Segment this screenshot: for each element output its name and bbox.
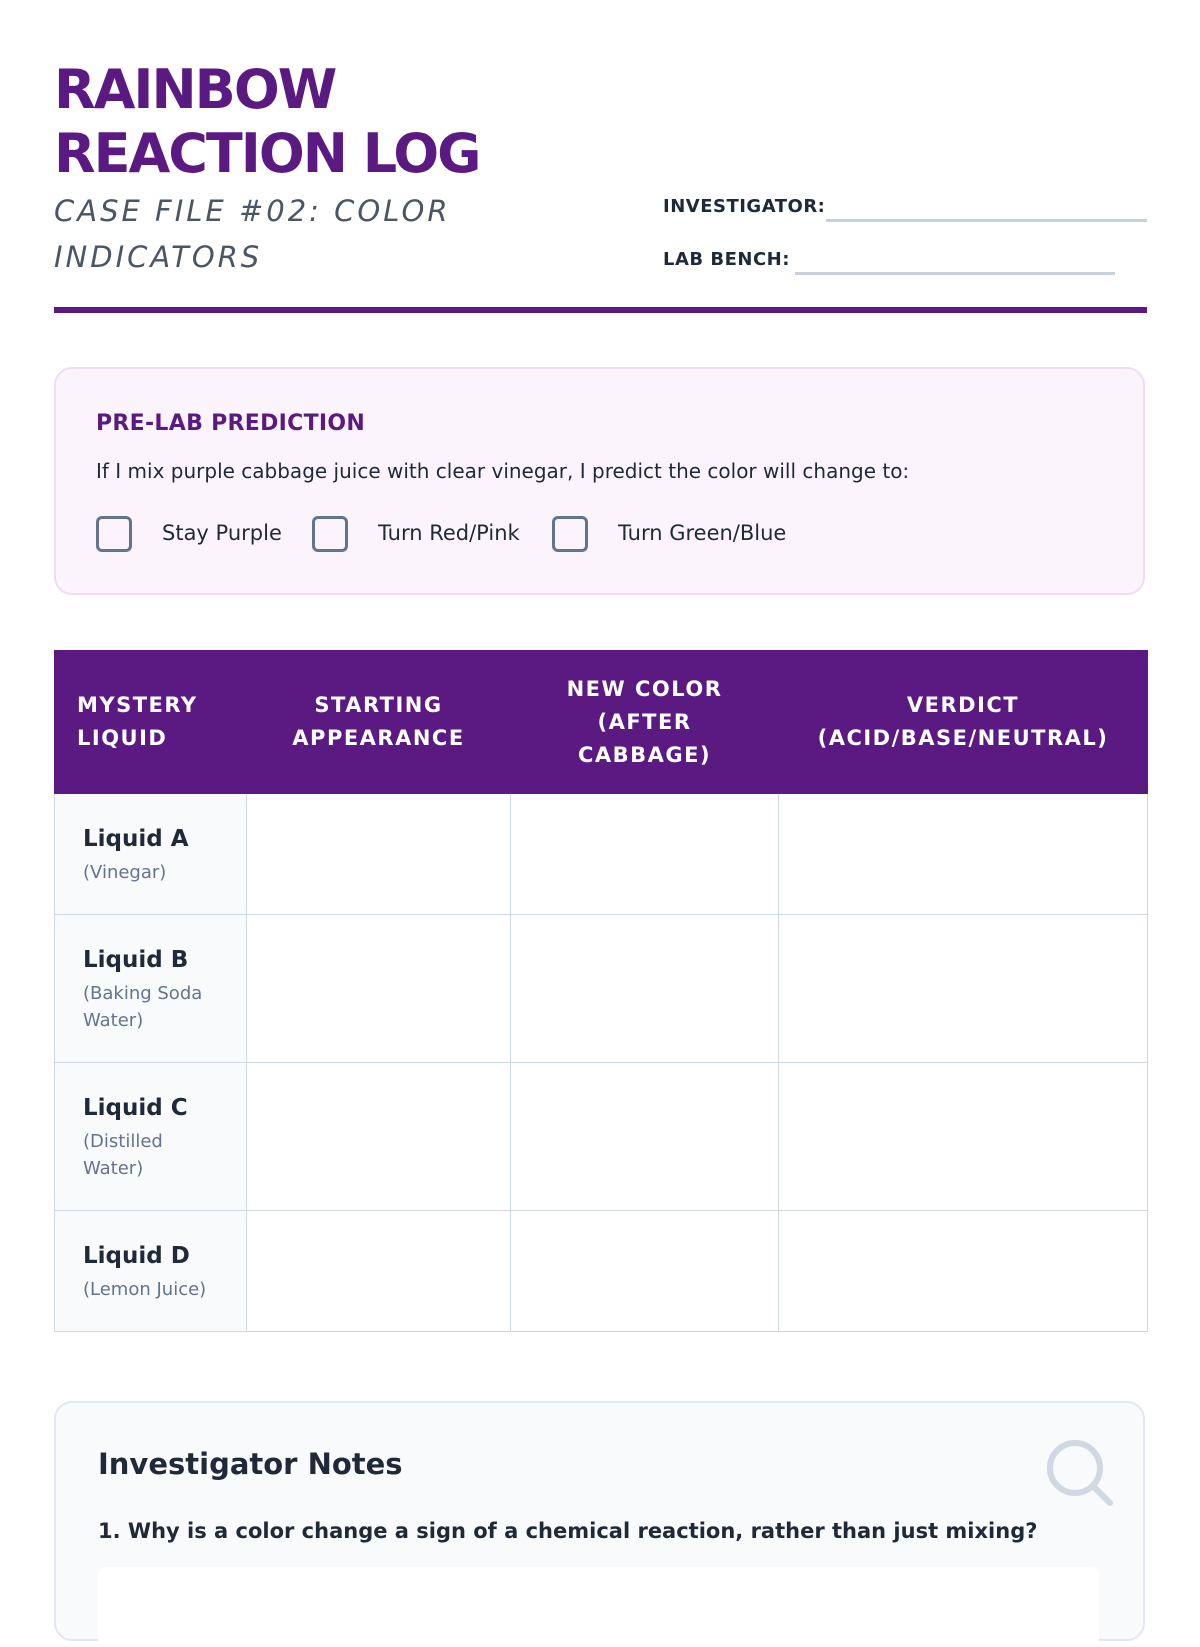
verdict-cell[interactable]	[779, 915, 1148, 1063]
table-row	[55, 1211, 1148, 1332]
header-divider	[54, 307, 1147, 313]
liquid-cell	[55, 915, 247, 1063]
page-title: RAINBOW REACTION LOG	[54, 58, 480, 185]
liquid-name: Liquid C	[83, 1094, 188, 1121]
prediction-options	[96, 515, 996, 557]
prediction-question: If I mix purple cabbage juice with clear vinegar, I predict the color will change to:	[96, 459, 910, 483]
header-starting-appearance: STARTING APPEARANCE	[247, 651, 511, 794]
liquid-description: (Distilled Water)	[83, 1130, 163, 1179]
starting-appearance-cell[interactable]	[247, 915, 511, 1063]
checkbox-turn-red-pink[interactable]	[312, 516, 348, 552]
prediction-heading: PRE-LAB PREDICTION	[96, 411, 366, 436]
header-verdict: VERDICT (ACID/BASE/NEUTRAL)	[779, 651, 1148, 794]
option-label: Stay Purple	[162, 521, 282, 545]
checkbox-stay-purple[interactable]	[96, 516, 132, 552]
new-color-cell[interactable]	[511, 794, 779, 915]
table-row	[55, 1063, 1148, 1211]
verdict-cell[interactable]	[779, 794, 1148, 915]
table-row	[55, 794, 1148, 915]
liquid-name: Liquid D	[83, 1242, 190, 1269]
table-row	[55, 915, 1148, 1063]
starting-appearance-cell[interactable]	[247, 1211, 511, 1332]
worksheet-page	[54, 0, 1147, 1600]
liquid-description: (Vinegar)	[83, 861, 167, 883]
liquid-description: (Baking Soda Water)	[83, 982, 203, 1031]
investigator-label: INVESTIGATOR:	[663, 196, 826, 217]
notes-title: Investigator Notes	[98, 1447, 403, 1481]
page-subtitle: CASE FILE #02: COLOR INDICATORS	[54, 194, 451, 274]
table-header-row	[55, 651, 1148, 794]
header-mystery-liquid: MYSTERY LIQUID	[55, 651, 247, 794]
liquid-cell	[55, 1063, 247, 1211]
pre-lab-prediction-box	[54, 367, 1145, 595]
checkbox-turn-green-blue[interactable]	[552, 516, 588, 552]
liquid-cell	[55, 794, 247, 915]
starting-appearance-cell[interactable]	[247, 1063, 511, 1211]
new-color-cell[interactable]	[511, 915, 779, 1063]
reaction-log-table	[54, 650, 1148, 1332]
notes-question-1: 1. Why is a color change a sign of a chemical reaction, rather than just mixing?	[98, 1519, 1038, 1543]
lab-bench-label: LAB BENCH:	[663, 249, 790, 270]
header-new-color: NEW COLOR (AFTER CABBAGE)	[511, 651, 779, 794]
liquid-cell	[55, 1211, 247, 1332]
lab-bench-field[interactable]	[663, 245, 1115, 275]
liquid-name: Liquid A	[83, 825, 189, 852]
answer-area[interactable]	[98, 1567, 1099, 1647]
investigator-field[interactable]	[663, 192, 1147, 222]
header	[54, 58, 1147, 314]
starting-appearance-cell[interactable]	[247, 794, 511, 915]
investigator-notes-box	[54, 1401, 1145, 1641]
new-color-cell[interactable]	[511, 1211, 779, 1332]
liquid-name: Liquid B	[83, 946, 189, 973]
option-label: Turn Green/Blue	[618, 521, 787, 545]
liquid-description: (Lemon Juice)	[83, 1278, 207, 1300]
verdict-cell[interactable]	[779, 1211, 1148, 1332]
option-label: Turn Red/Pink	[378, 521, 520, 545]
verdict-cell[interactable]	[779, 1063, 1148, 1211]
magnifying-glass-icon	[1044, 1437, 1116, 1509]
lab-bench-line[interactable]	[795, 272, 1115, 275]
investigator-line[interactable]	[826, 219, 1147, 222]
new-color-cell[interactable]	[511, 1063, 779, 1211]
